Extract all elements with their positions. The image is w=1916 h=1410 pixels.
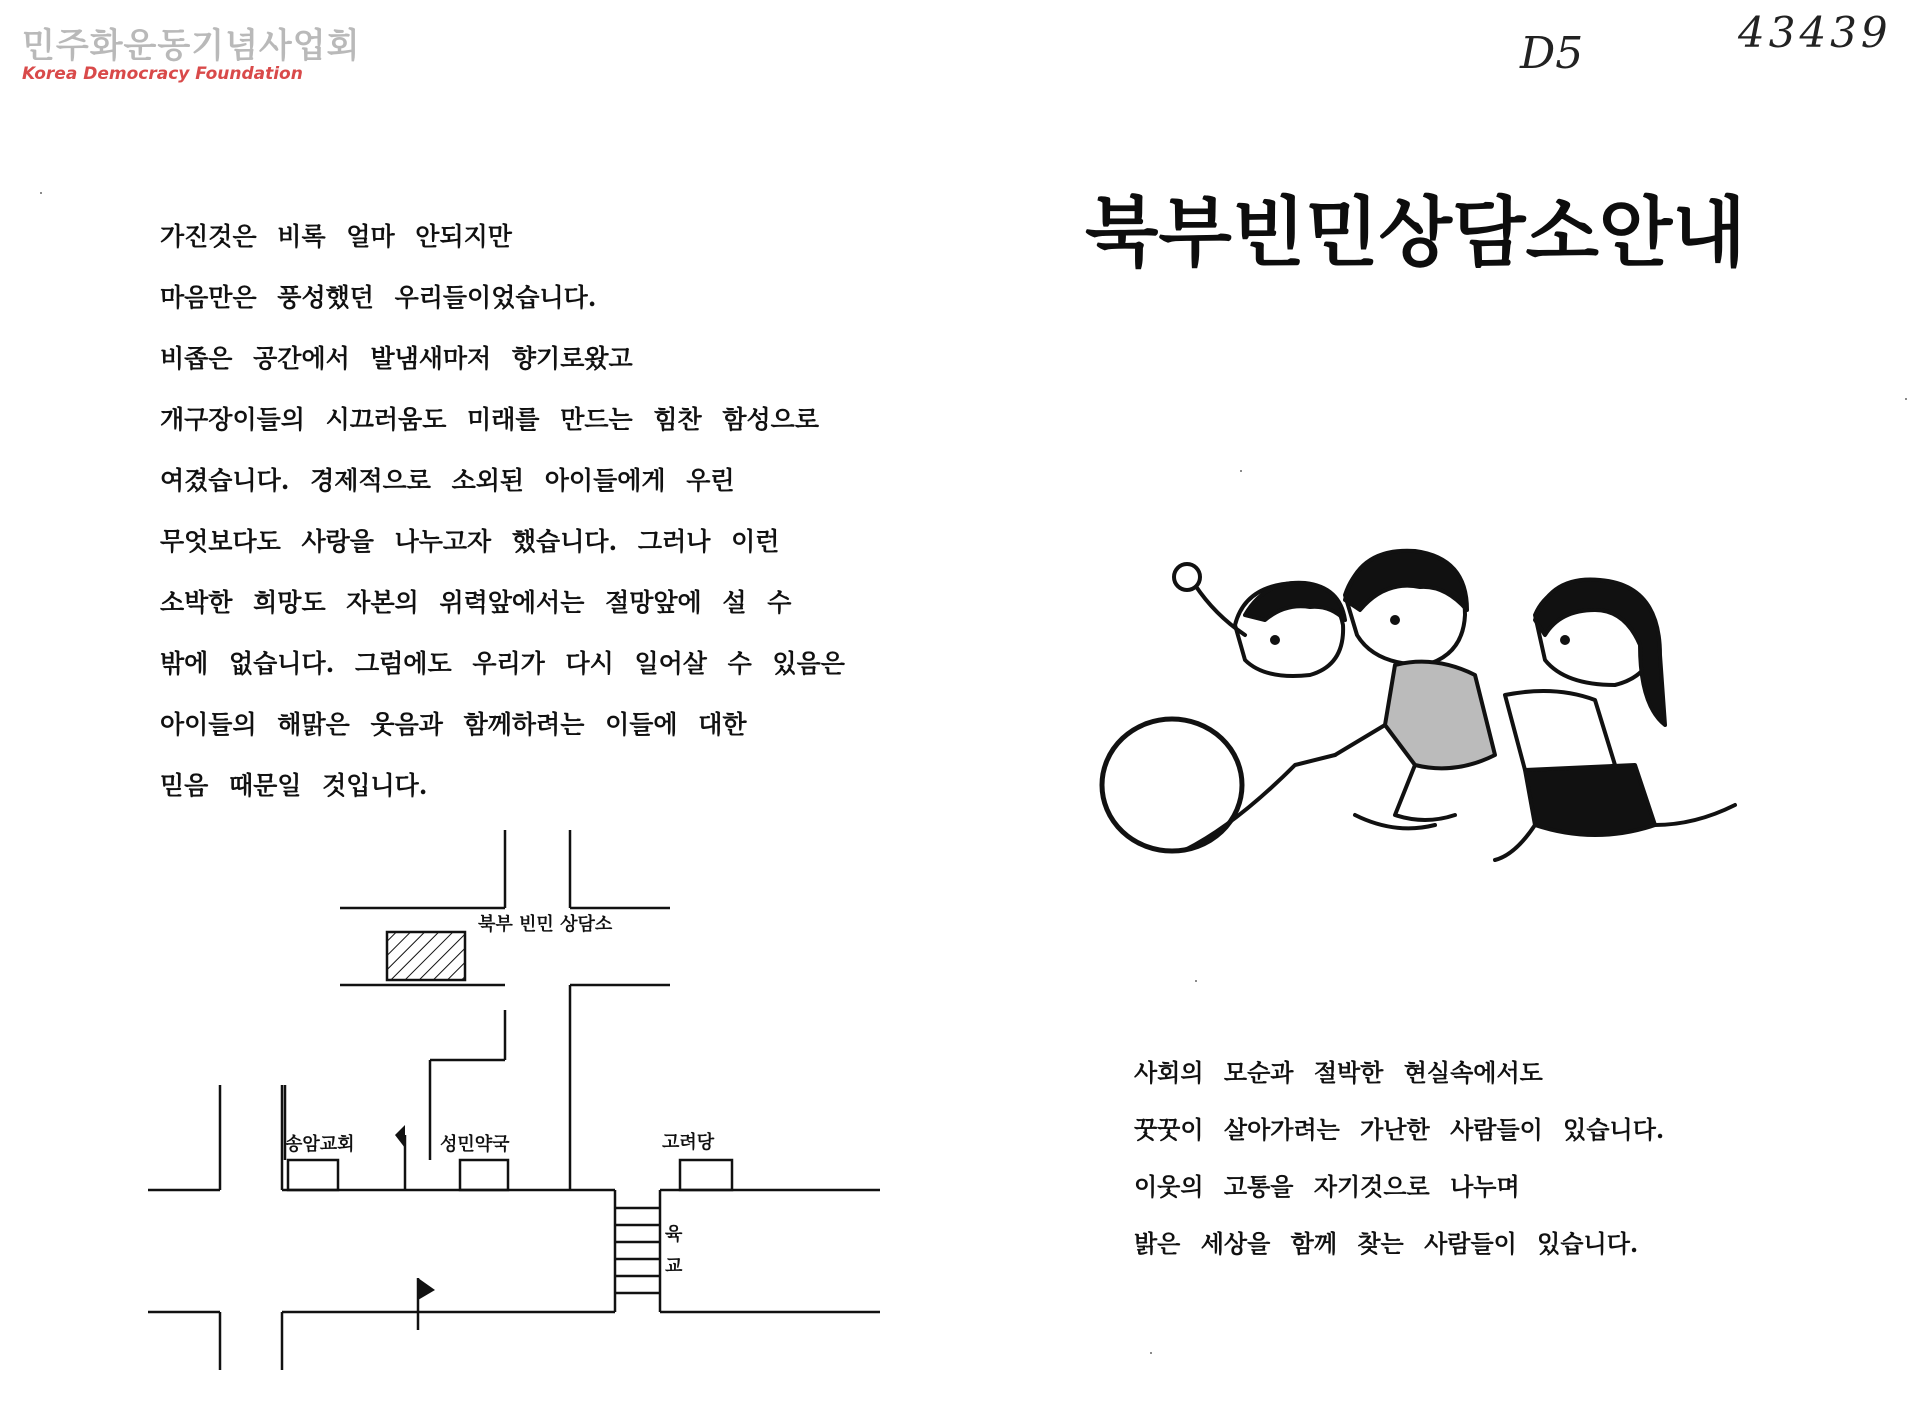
map-label-pharmacy: 성민약국 <box>440 1134 510 1155</box>
intro-line: 여겼습니다. 경제적으로 소외된 아이들에게 우린 <box>160 466 735 495</box>
handwritten-doc-code: D5 <box>1520 28 1584 79</box>
closing-line: 이웃의 고통을 자기것으로 나누며 <box>1134 1172 1520 1201</box>
map-label-overpass-1: 육 <box>665 1224 683 1245</box>
intro-line: 무엇보다도 사랑을 나누고자 했습니다. 그러나 이런 <box>160 527 780 556</box>
children-hoop-illustration <box>1095 525 1795 885</box>
intro-line: 믿음 때문일 것입니다. <box>160 771 428 800</box>
scan-speck <box>1905 398 1907 400</box>
scan-speck <box>1240 470 1242 472</box>
map-label-shop: 고려당 <box>662 1132 715 1153</box>
location-map <box>140 820 900 1380</box>
handwritten-doc-number: 43439 <box>1738 8 1892 57</box>
intro-line: 비좁은 공간에서 발냄새마저 향기로왔고 <box>160 344 633 373</box>
closing-line: 밝은 세상을 함께 찾는 사람들이 있습니다. <box>1134 1229 1639 1258</box>
scan-speck <box>40 192 42 194</box>
intro-line: 소박한 희망도 자본의 위력앞에서는 절망앞에 설 수 <box>160 588 792 617</box>
intro-line: 밖에 없습니다. 그럼에도 우리가 다시 일어살 수 있음은 <box>160 649 845 678</box>
closing-line: 사회의 모순과 절박한 현실속에서도 <box>1134 1058 1543 1087</box>
map-label-overpass-2: 교 <box>665 1256 683 1277</box>
map-label-center: 북부 빈민 상담소 <box>478 914 613 935</box>
page-title: 북부빈민상담소안내 <box>1085 188 1746 277</box>
watermark-english: Korea Democracy Foundation <box>22 64 303 84</box>
watermark-korean: 민주화운동기념사업회 <box>22 26 361 66</box>
closing-text <box>1134 1050 1854 1278</box>
intro-line: 마음만은 풍성했던 우리들이었습니다. <box>160 283 597 312</box>
scan-speck <box>1150 1352 1152 1354</box>
closing-line: 꿋꿋이 살아가려는 가난한 사람들이 있습니다. <box>1134 1115 1665 1144</box>
intro-line: 개구장이들의 시끄러움도 미래를 만드는 힘찬 함성으로 <box>160 405 819 434</box>
intro-text <box>160 212 920 822</box>
intro-line: 아이들의 해맑은 웃음과 함께하려는 이들에 대한 <box>160 710 747 739</box>
map-label-church: 송암교회 <box>285 1134 355 1155</box>
intro-line: 가진것은 비록 얼마 안되지만 <box>160 222 512 251</box>
scan-speck <box>1195 980 1197 982</box>
